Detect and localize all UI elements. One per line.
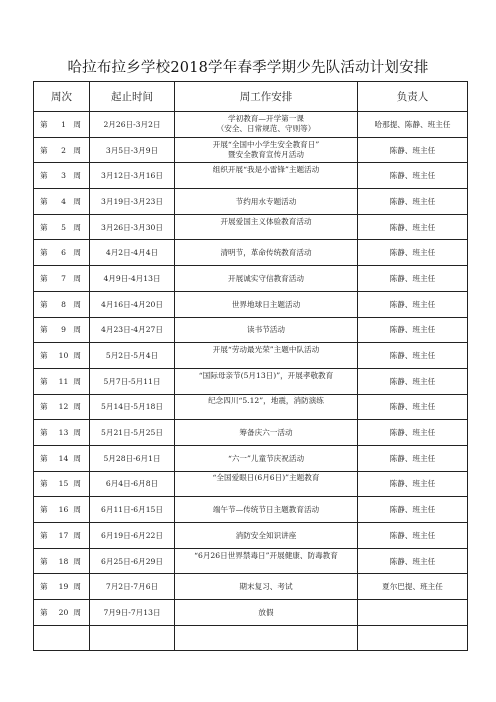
table-row [34, 343, 468, 369]
week-prefix: 第 [40, 453, 48, 463]
date-range-cell: 3月19日-3月23日 [90, 189, 175, 215]
week-number: 6 [61, 248, 66, 258]
week-number: 19 [58, 582, 69, 592]
date-range-cell: 5月28日-6月1日 [90, 445, 175, 471]
owner-cell: 陈静、班主任 [358, 266, 468, 292]
table-row [34, 445, 468, 471]
table-row [34, 137, 468, 163]
work-plan-text: 放假 [258, 607, 274, 617]
work-plan-text: 组织开展“我是小雷锋”主题活动 [212, 165, 320, 175]
week-suffix: 周 [73, 607, 81, 617]
week-suffix: 周 [73, 248, 81, 258]
owner-cell: 陈静、班主任 [358, 214, 468, 240]
work-plan-cell [175, 394, 358, 420]
week-label [34, 197, 89, 206]
week-label [34, 171, 89, 180]
table-row [34, 548, 468, 574]
week-suffix: 周 [73, 171, 81, 181]
header-work: 周工作安排 [175, 82, 358, 112]
week-label [34, 351, 89, 360]
week-label [34, 582, 89, 591]
week-cell [34, 497, 90, 523]
table-row [34, 317, 468, 343]
week-prefix: 第 [40, 325, 48, 335]
work-plan-text: 筹备庆六一活动 [239, 428, 293, 438]
date-range-cell: 3月5日-3月9日 [90, 137, 175, 163]
owner-cell: 陈静、班主任 [358, 523, 468, 549]
work-plan-text: 开展“全国中小学生安全教育日” [212, 140, 320, 150]
owner-cell: 陈静、班主任 [358, 343, 468, 369]
work-plan-text: 节约用水专题活动 [235, 196, 297, 206]
owner-cell: 陈静、班主任 [358, 445, 468, 471]
owner-cell: 陈静、班主任 [358, 394, 468, 420]
week-label [34, 300, 89, 309]
week-suffix: 周 [73, 402, 81, 412]
week-prefix: 第 [40, 582, 48, 592]
empty-cell [175, 625, 358, 651]
header-owner: 负责人 [358, 82, 468, 112]
week-prefix: 第 [40, 479, 48, 489]
table-row [34, 471, 468, 497]
work-plan-text: “6月26日世界禁毒日”开展健康、防毒教育 [194, 550, 338, 560]
week-cell [34, 471, 90, 497]
week-prefix: 第 [40, 171, 48, 181]
week-cell [34, 574, 90, 600]
week-cell [34, 368, 90, 394]
work-plan-cell [175, 112, 358, 138]
week-suffix: 周 [73, 530, 81, 540]
work-plan-cell [175, 137, 358, 163]
work-plan-cell [175, 548, 358, 574]
week-label [34, 608, 89, 617]
work-plan-text: 纪念四川“5.12”，地震，消防演练 [208, 396, 324, 406]
week-number: 10 [58, 351, 69, 361]
week-prefix: 第 [40, 607, 48, 617]
week-prefix: 第 [40, 428, 48, 438]
week-suffix: 周 [73, 582, 81, 592]
owner-cell: 陈静、班主任 [358, 471, 468, 497]
week-label [34, 402, 89, 411]
week-number: 1 [61, 119, 66, 129]
week-cell [34, 163, 90, 189]
week-number: 13 [58, 428, 69, 438]
owner-cell: 夏尔巴提、班主任 [358, 574, 468, 600]
week-suffix: 周 [73, 299, 81, 309]
table-row [34, 266, 468, 292]
owner-cell: 陈静、班主任 [358, 497, 468, 523]
week-prefix: 第 [40, 556, 48, 566]
week-prefix: 第 [40, 248, 48, 258]
date-range-cell: 5月2日-5月4日 [90, 343, 175, 369]
date-range-cell: 5月14日-5月18日 [90, 394, 175, 420]
week-label [34, 248, 89, 257]
week-prefix: 第 [40, 196, 48, 206]
table-row [34, 112, 468, 138]
work-plan-text: 清明节，革命传统教育活动 [220, 248, 312, 258]
week-label [34, 325, 89, 334]
schedule-body [34, 112, 468, 651]
week-suffix: 周 [73, 273, 81, 283]
week-number: 8 [61, 299, 66, 309]
work-plan-subtext: 暨安全教育宣传月活动 [228, 150, 304, 160]
week-suffix: 周 [73, 325, 81, 335]
week-prefix: 第 [40, 402, 48, 412]
week-cell [34, 394, 90, 420]
work-plan-cell [175, 291, 358, 317]
work-plan-text: “国际母亲节(5月13日)”，开展孝敬教育 [198, 370, 334, 380]
header-dates: 起止时间 [90, 82, 175, 112]
week-number: 16 [58, 505, 69, 515]
work-plan-cell [175, 240, 358, 266]
work-plan-text: 消防安全知识讲座 [235, 530, 297, 540]
week-cell [34, 189, 90, 215]
table-row [34, 240, 468, 266]
week-prefix: 第 [40, 222, 48, 232]
week-number: 17 [58, 530, 69, 540]
work-plan-cell [175, 445, 358, 471]
table-row [34, 214, 468, 240]
week-label [34, 557, 89, 566]
week-prefix: 第 [40, 351, 48, 361]
week-suffix: 周 [73, 453, 81, 463]
work-plan-text: 读书节活动 [247, 325, 285, 335]
work-plan-cell [175, 343, 358, 369]
week-number: 11 [58, 376, 69, 386]
week-cell [34, 291, 90, 317]
owner-cell: 陈静、班主任 [358, 163, 468, 189]
week-prefix: 第 [40, 273, 48, 283]
work-plan-text: 开展诚实守信教育活动 [228, 273, 304, 283]
week-label [34, 146, 89, 155]
owner-cell [358, 600, 468, 626]
empty-row [34, 625, 468, 651]
week-cell [34, 420, 90, 446]
week-suffix: 周 [73, 351, 81, 361]
date-range-cell: 6月19日-6月22日 [90, 523, 175, 549]
work-plan-text: “六一”儿童节庆祝活动 [227, 453, 305, 463]
table-row [34, 574, 468, 600]
work-plan-text: 端午节—传统节日主题教育活动 [212, 505, 320, 515]
week-cell [34, 600, 90, 626]
date-range-cell: 3月26日-3月30日 [90, 214, 175, 240]
work-plan-text: “全国爱眼日(6月6日)”主题教育 [212, 473, 320, 483]
owner-cell: 陈静、班主任 [358, 137, 468, 163]
owner-cell: 哈那提、陈静、班主任 [358, 112, 468, 138]
week-number: 5 [61, 222, 66, 232]
date-range-cell: 3月12日-3月16日 [90, 163, 175, 189]
header-row [34, 82, 468, 112]
table-row [34, 600, 468, 626]
date-range-cell: 7月2日-7月6日 [90, 574, 175, 600]
header-week: 周次 [34, 82, 90, 112]
owner-cell: 陈静、班主任 [358, 368, 468, 394]
work-plan-text: 学初教育—开学第一课 [228, 114, 304, 124]
date-range-cell: 7月9日-7月13日 [90, 600, 175, 626]
week-prefix: 第 [40, 119, 48, 129]
week-number: 3 [61, 171, 66, 181]
date-range-cell: 6月11日-6月15日 [90, 497, 175, 523]
week-label [34, 454, 89, 463]
work-plan-cell [175, 214, 358, 240]
week-cell [34, 548, 90, 574]
date-range-cell: 6月4日-6月8日 [90, 471, 175, 497]
week-number: 4 [61, 196, 66, 206]
owner-cell: 陈静、班主任 [358, 317, 468, 343]
date-range-cell: 5月7日-5月11日 [90, 368, 175, 394]
owner-cell: 陈静、班主任 [358, 420, 468, 446]
week-label [34, 428, 89, 437]
table-row [34, 163, 468, 189]
week-number: 2 [61, 145, 66, 155]
empty-cell [90, 625, 175, 651]
week-cell [34, 112, 90, 138]
work-plan-cell [175, 600, 358, 626]
date-range-cell: 5月21日-5月25日 [90, 420, 175, 446]
work-plan-text: 开展“劳动最光荣”主题中队活动 [212, 345, 320, 355]
week-suffix: 周 [73, 196, 81, 206]
table-row [34, 394, 468, 420]
week-suffix: 周 [73, 119, 81, 129]
table-row [34, 368, 468, 394]
week-prefix: 第 [40, 145, 48, 155]
work-plan-text: 期末复习、考试 [239, 582, 293, 592]
week-label [34, 531, 89, 540]
week-cell [34, 240, 90, 266]
week-suffix: 周 [73, 376, 81, 386]
date-range-cell: 4月2日-4月4日 [90, 240, 175, 266]
week-label [34, 223, 89, 232]
week-prefix: 第 [40, 299, 48, 309]
date-range-cell: 2月26日-3月2日 [90, 112, 175, 138]
week-suffix: 周 [73, 556, 81, 566]
work-plan-text: 开展爱国主义体验教育活动 [220, 216, 312, 226]
empty-cell [34, 625, 90, 651]
week-suffix: 周 [73, 145, 81, 155]
week-cell [34, 343, 90, 369]
week-number: 15 [58, 479, 69, 489]
table-row [34, 523, 468, 549]
work-plan-cell [175, 266, 358, 292]
document-title: 哈拉布拉乡学校2018学年春季学期少先队活动计划安排 [67, 60, 429, 76]
owner-cell: 陈静、班主任 [358, 291, 468, 317]
week-cell [34, 445, 90, 471]
owner-cell: 陈静、班主任 [358, 189, 468, 215]
date-range-cell: 6月25日-6月29日 [90, 548, 175, 574]
week-suffix: 周 [73, 428, 81, 438]
week-suffix: 周 [73, 479, 81, 489]
week-label [34, 479, 89, 488]
table-row [34, 420, 468, 446]
schedule-table [33, 81, 468, 651]
week-number: 7 [61, 273, 66, 283]
week-prefix: 第 [40, 530, 48, 540]
week-label [34, 120, 89, 129]
week-number: 18 [58, 556, 69, 566]
work-plan-cell [175, 574, 358, 600]
work-plan-text: 世界地球日主题活动 [231, 299, 301, 309]
work-plan-cell [175, 317, 358, 343]
week-cell [34, 523, 90, 549]
work-plan-cell [175, 523, 358, 549]
week-prefix: 第 [40, 376, 48, 386]
week-number: 9 [61, 325, 66, 335]
work-plan-subtext: （安全、日常规范、守则等） [216, 124, 316, 134]
owner-cell: 陈静、班主任 [358, 548, 468, 574]
owner-cell: 陈静、班主任 [358, 240, 468, 266]
table-row [34, 291, 468, 317]
date-range-cell: 4月9日-4月13日 [90, 266, 175, 292]
week-label [34, 377, 89, 386]
work-plan-cell [175, 497, 358, 523]
week-suffix: 周 [73, 505, 81, 515]
week-cell [34, 137, 90, 163]
week-cell [34, 214, 90, 240]
week-number: 14 [58, 453, 69, 463]
week-label [34, 274, 89, 283]
work-plan-cell [175, 368, 358, 394]
week-cell [34, 266, 90, 292]
date-range-cell: 4月16日-4月20日 [90, 291, 175, 317]
work-plan-cell [175, 471, 358, 497]
week-cell [34, 317, 90, 343]
week-number: 12 [58, 402, 69, 412]
week-suffix: 周 [73, 222, 81, 232]
table-row [34, 189, 468, 215]
empty-cell [358, 625, 468, 651]
table-row [34, 497, 468, 523]
date-range-cell: 4月23日-4月27日 [90, 317, 175, 343]
work-plan-cell [175, 163, 358, 189]
week-prefix: 第 [40, 505, 48, 515]
week-label [34, 505, 89, 514]
week-number: 20 [58, 607, 69, 617]
work-plan-cell [175, 420, 358, 446]
work-plan-cell [175, 189, 358, 215]
